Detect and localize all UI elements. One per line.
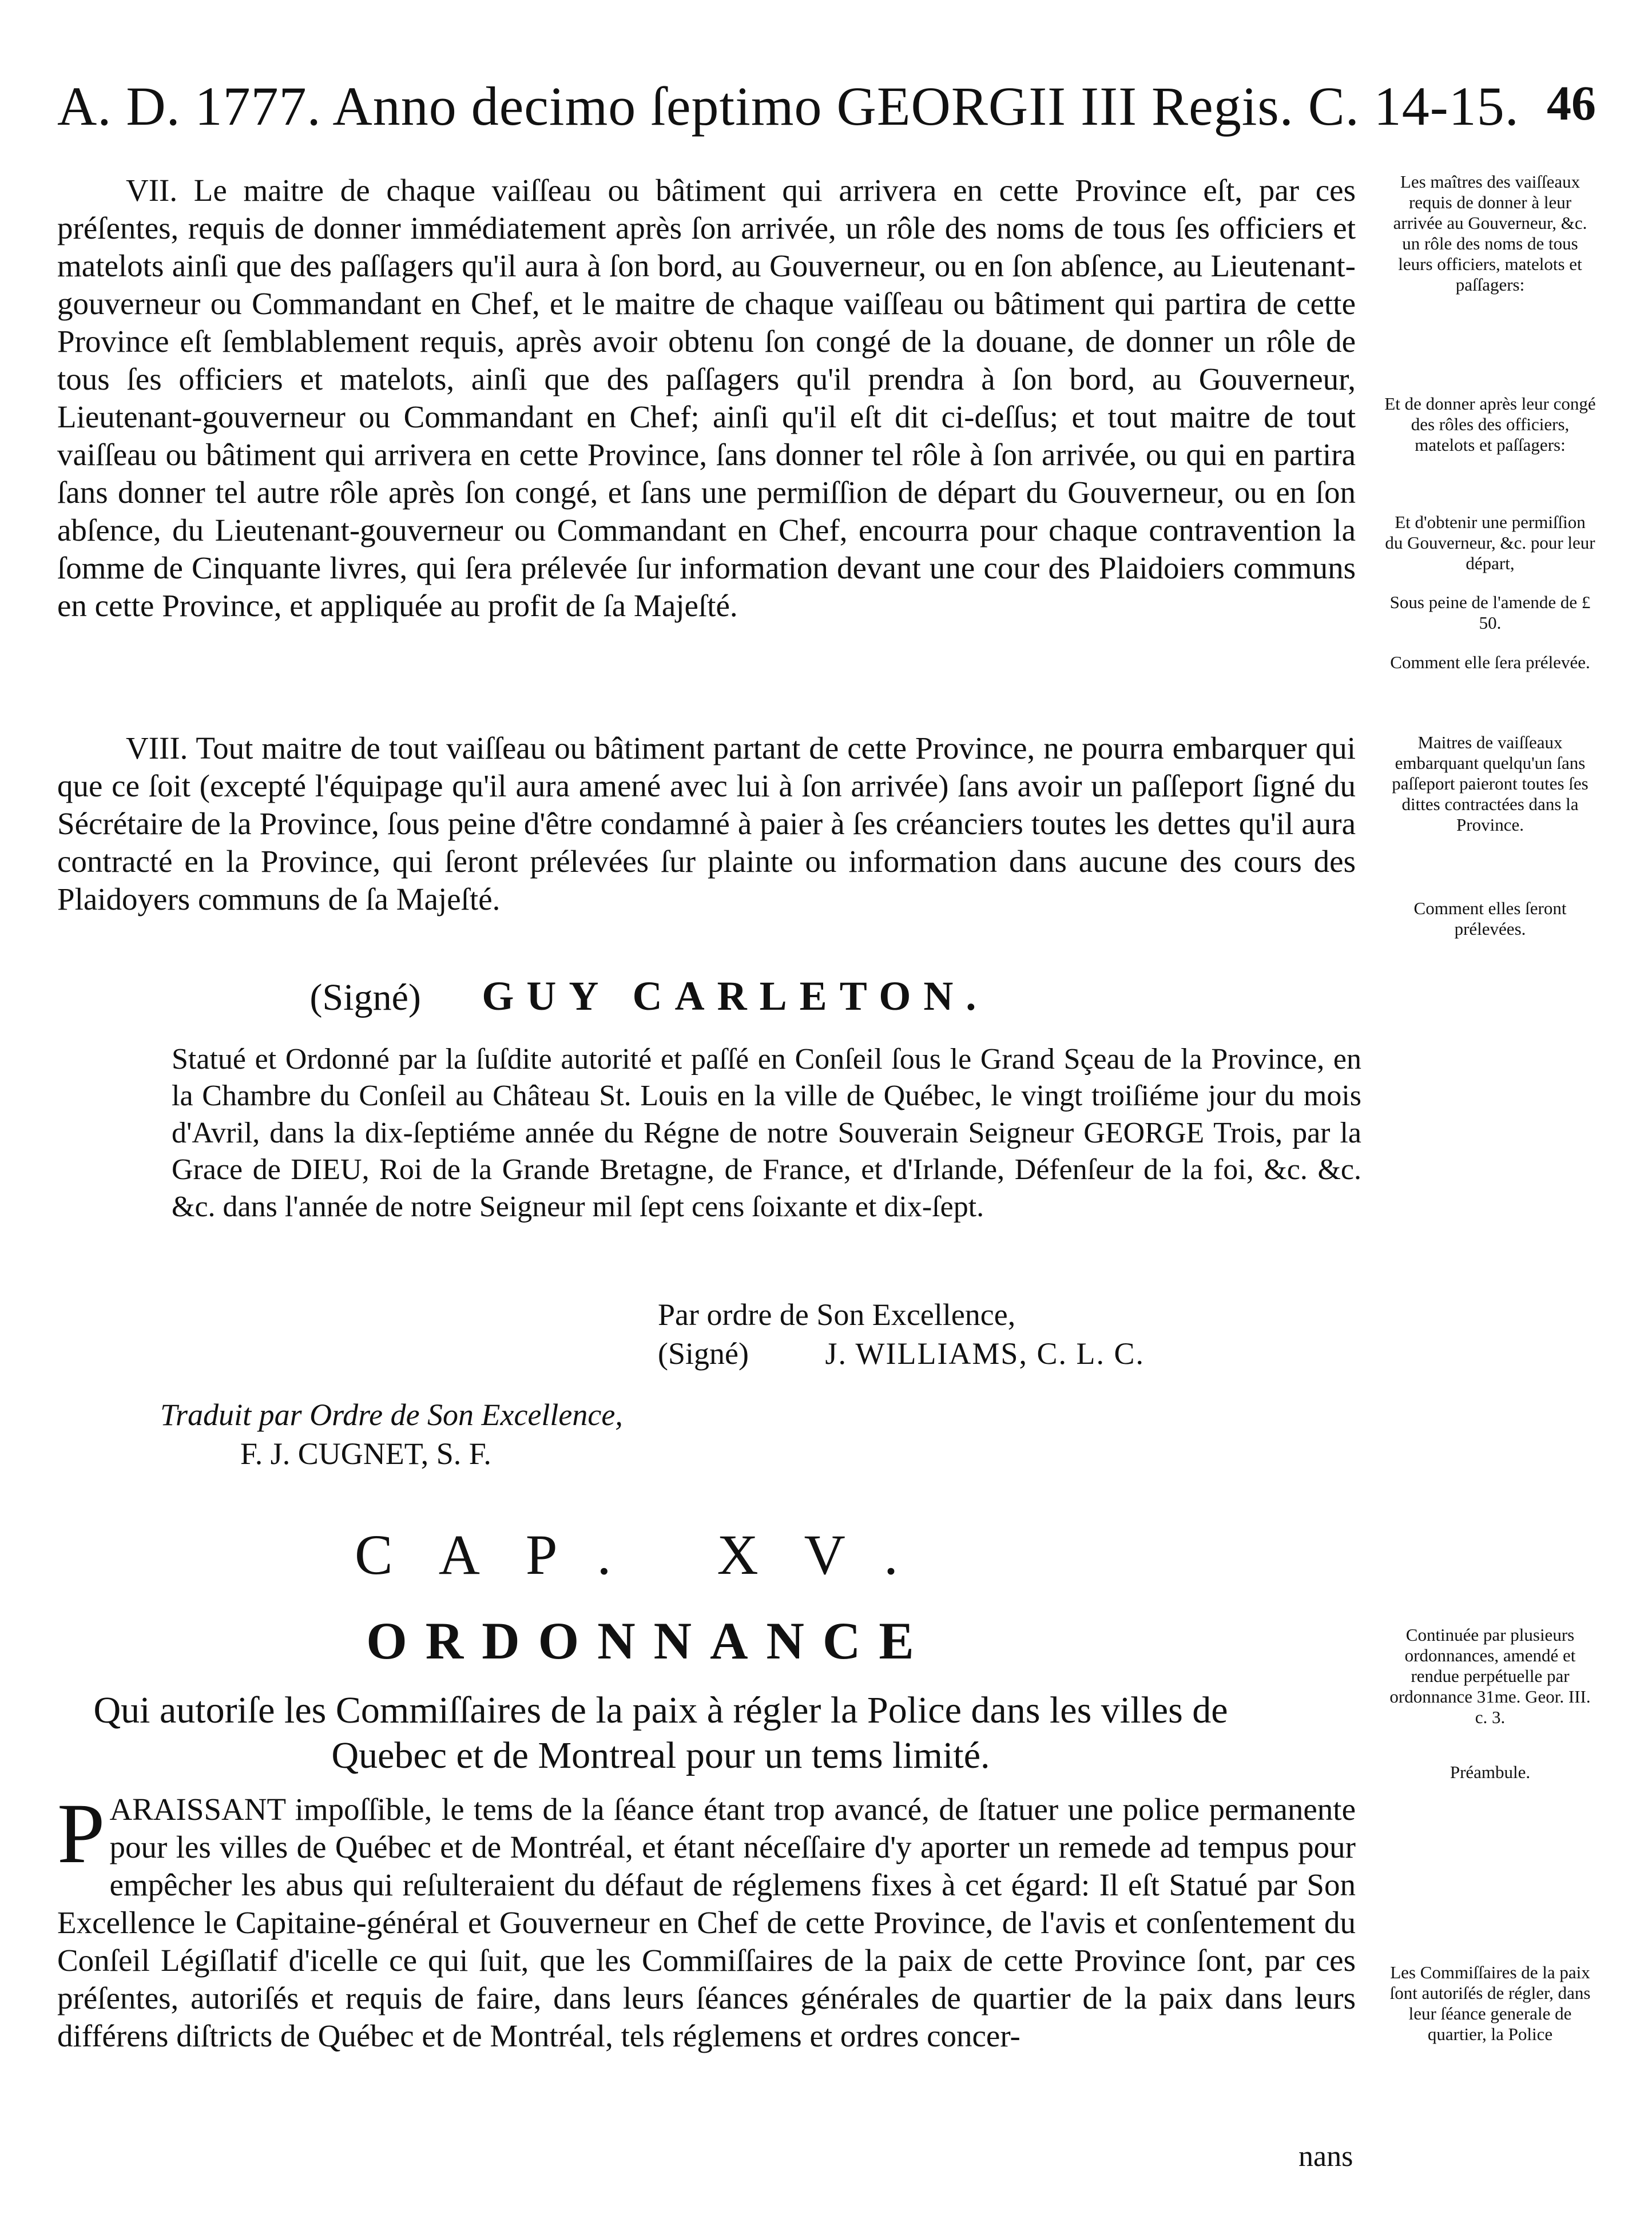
enactment-clause: Statué et Ordonné par la ſuſdite autorité et paſſé en Conſeil ſous le Grand Sçeau de la Province, en la Chambre du Conſeil au Château St. Louis en la ville de Québec, le vingt troiſiéme jour du mois d'Avril, dans la dix-ſeptiéme année du Régne de notre Souverain Seigneur GEORGE Trois, par la Grace de DIEU, Roi de la Grande Bretagne, de France, et d'Irlande, Défenſeur de la foi, &c. &c. &c. dans l'année de notre Seigneur mil ſept cens ſoixante et dix-ſept. <box>172 1043 1361 1223</box>
section-viii-paragraph: VIII. Tout maitre de tout vaiſſeau ou bâtiment partant de cette Province, ne pourra embarquer qui que ce ſoit (excepté l'équipage qu'il aura amené avec lui à ſon arrivée) ſans avoir un paſſeport ſigné du Sécrétaire de la Province, ſous peine d'être condamné à paier à ſes créanciers toutes les dettes qu'il aura contracté en la Province, qui ſeront prélevées ſur plainte ou information dans aucune des cours des Plaidoyers communs de ſa Majeſté. <box>57 731 1356 916</box>
signature-name: GUY CARLETON. <box>482 973 989 1019</box>
margin-note: Comment elles ſeront prélevées. <box>1413 898 1567 939</box>
par-ordre-block <box>658 1296 1145 1373</box>
signature-line <box>0 973 1298 1020</box>
section-vii-paragraph: VII. Le maitre de chaque vaiſſeau ou bâtiment qui arrivera en cette Province eſt, par ces préſentes, requis de donner immédiatement après ſon arrivée, un rôle des noms de tous ſes officiers et matelots ainſi que des paſſagers qu'il aura à ſon bord, au Gouverneur, ou en ſon abſence, au Lieutenant-gouverneur ou Commandant en Chef, et le maitre de chaque vaiſſeau ou bâtiment qui partira de cette Province eſt ſemblablement requis, après avoir obtenu ſon congé de la douane, de donner un rôle de tous ſes officiers et matelots, ainſi que des paſſagers qu'il prendra à ſon bord, au Gouverneur, Lieutenant-gouverneur ou Commandant en Chef; ainſi qu'il eſt dit ci-deſſus; et tout maitre de tout vaiſſeau ou bâtiment qui arrivera en cette Province, ſans donner tel rôle à ſon arrivée, ou qui en partira ſans donner tel autre rôle après ſon congé, et ſans une permiſſion de départ du Gouverneur, ou en ſon abſence, du Lieutenant-gouverneur ou Commandant en Chef, encourra pour chaque contravention la ſomme de Cinquante livres, qui ſera prélevée ſur information devant une cour des Plaidoiers communs en cette Province, et appliquée au profit de ſa Majeſté. <box>57 173 1356 623</box>
margin-note: Et d'obtenir une permiſſion du Gouverneur, &c. pour leur départ, <box>1385 512 1595 573</box>
margin-note: Sous peine de l'amende de £ 50. <box>1389 592 1591 633</box>
margin-note: Les maîtres des vaiſſeaux requis de donner à leur arrivée au Gouverneur, &c. un rôle des noms de tous leurs officiers, matelots et paſſagers: <box>1393 172 1587 295</box>
par-ordre-sig-label: (Signé) <box>658 1336 749 1371</box>
running-header <box>57 74 1596 143</box>
ordinance-heading: ORDONNANCE <box>366 1612 932 1670</box>
catchword: nans <box>1298 2140 1353 2173</box>
translator-block <box>160 1396 623 1473</box>
chapter-heading: CAP. XV. <box>355 1523 944 1586</box>
margin-note: Préambule. <box>1450 1762 1531 1782</box>
preamble-paragraph <box>57 1786 1356 2055</box>
translator-name: F. J. CUGNET, S. F. <box>240 1436 491 1471</box>
margin-note: Maitres de vaiſſeaux embarquant quelqu'un ſans paſſeport paieront toutes ſes dittes contractées dans la Province. <box>1392 732 1589 835</box>
margin-note: Et de donner après leur congé des rôles des officiers, matelots et paſſagers: <box>1384 394 1596 455</box>
drop-cap: P <box>57 1786 105 1881</box>
ordinance-subtitle <box>0 1688 1321 1778</box>
signature-label: (Signé) <box>309 977 421 1018</box>
translator-line: Traduit par Ordre de Son Excellence, <box>160 1398 623 1432</box>
subtitle-line-1: Qui autoriſe les Commiſſaires de la paix à régler la Police dans les villes de <box>93 1689 1228 1731</box>
margin-note: Les Commiſſaires de la paix ſont autoriſés de régler, dans leur ſéance generale de quartier, la Police <box>1389 1962 1591 2044</box>
subtitle-line-2: Quebec et de Montreal pour un tems limité. <box>331 1735 990 1777</box>
par-ordre-sig-name: J. WILLIAMS, C. L. C. <box>825 1336 1145 1371</box>
par-ordre-line: Par ordre de Son Excellence, <box>658 1298 1016 1332</box>
header-title: A. D. 1777. Anno decimo ſeptimo GEORGII III Regis. C. 14-15. <box>57 76 1519 137</box>
margin-note: Comment elle ſera prélevée. <box>1390 652 1590 672</box>
margin-note: Continuée par plusieurs ordonnances, amendé et rendue perpétuelle par ordonnance 31me. Geor. III. c. 3. <box>1389 1625 1591 1727</box>
preamble-text: ARAISSANT impoſſible, le tems de la ſéance étant trop avancé, de ſtatuer une police permanente pour les villes de Québec et de Montréal, et étant néceſſaire d'y aporter un remede ad tempus pour empêcher les abus qui reſulteraient du défaut de réglemens fixes à cet égard: Il eſt Statué par Son Excellence le Capitaine-général et Gouverneur en Chef de cette Province, de l'avis et conſentement du Conſeil Légiſlatif d'icelle ce qui ſuit, que les Commiſſaires de la paix de cette Province ſont, par ces préſentes, autoriſés et requis de faire, dans leurs ſéances générales de quartier de la paix dans leurs différens diſtricts de Québec et de Montréal, tels réglemens et ordres concer- <box>57 1792 1356 2053</box>
page-number: 46 <box>1547 76 1596 130</box>
par-ordre-signature <box>658 1335 1145 1374</box>
